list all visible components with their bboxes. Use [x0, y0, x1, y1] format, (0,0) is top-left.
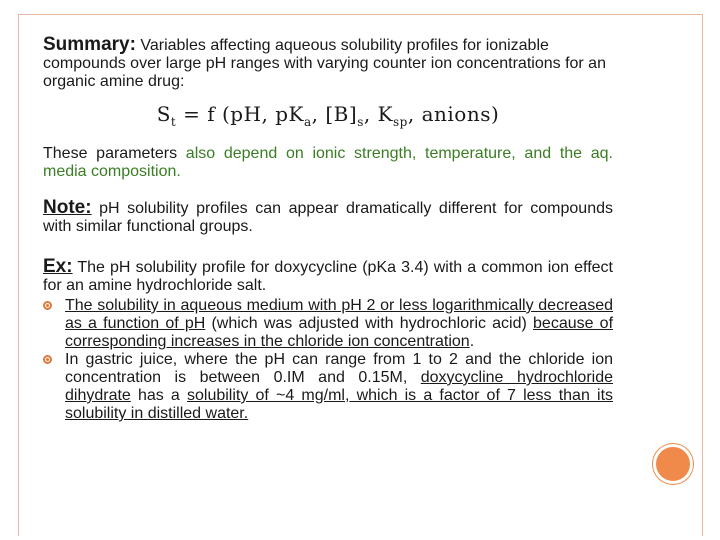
- formula-end: , anions): [407, 102, 500, 126]
- bullet1-part-a: The solubility in aqueous medium with pH 2 or less logarithmically decreased as a function of pH: [65, 297, 613, 332]
- bullet1-part-b: (which was adjusted with hydrochloric acid): [205, 315, 534, 332]
- formula-b-sub: s: [357, 115, 364, 129]
- formula-k-sub: sp: [393, 115, 408, 129]
- note-label: Note:: [43, 197, 92, 218]
- example-paragraph: [43, 258, 613, 295]
- params-part2: also depend on ionic strength, temperature, and the aq. media composition.: [43, 145, 614, 180]
- circle-bullet-icon: [43, 301, 52, 310]
- params-part1: These parameters: [43, 145, 186, 162]
- bullet1-part-c: because of corresponding increases in the chloride ion concentration: [65, 315, 614, 350]
- example-label: Ex:: [43, 256, 73, 277]
- example-text: The pH solubility profile for doxycycline (pKa 3.4) with a common ion effect for an amine hydrochloride salt.: [43, 259, 613, 294]
- note-paragraph: [43, 199, 613, 236]
- formula-k: , K: [363, 102, 394, 126]
- bullet2-part-b: doxycycline hydrochloride dihydrate: [65, 369, 613, 404]
- slide-content: [43, 36, 613, 423]
- formula-mid: = f (pH, pK: [176, 102, 304, 126]
- summary-text: Variables affecting aqueous solubility profiles for ionizable compounds over large pH ranges with varying counter ion concentrations for an organic amine drug:: [43, 37, 606, 90]
- circle-bullet-icon: [43, 355, 52, 364]
- formula-b: , [B]: [311, 102, 358, 126]
- solubility-formula: [43, 102, 613, 131]
- bullet-list: [43, 297, 613, 423]
- bullet2-part-c: has a: [130, 387, 187, 404]
- bullet2-part-a: In gastric juice, where the pH can range from 1 to 2 and the chloride ion concentration is between 0.IM and 0.15M,: [65, 351, 613, 386]
- summary-label: Summary:: [43, 34, 136, 55]
- formula-lhs: S: [156, 102, 171, 126]
- list-item: [43, 351, 613, 423]
- bullet1-part-d: .: [469, 333, 475, 350]
- note-text: pH solubility profiles can appear dramatically different for compounds with similar functional groups.: [43, 200, 613, 235]
- bullet2-part-d: solubility of ~4 mg/ml, which is a factor of 7 less than its solubility in distilled water.: [65, 387, 614, 422]
- summary-paragraph: [43, 36, 613, 91]
- decorative-circle: [653, 444, 693, 484]
- list-item: [43, 297, 613, 351]
- params-paragraph: [43, 145, 613, 181]
- formula-ka-sub: a: [304, 115, 312, 129]
- formula-lhs-sub: t: [170, 115, 177, 129]
